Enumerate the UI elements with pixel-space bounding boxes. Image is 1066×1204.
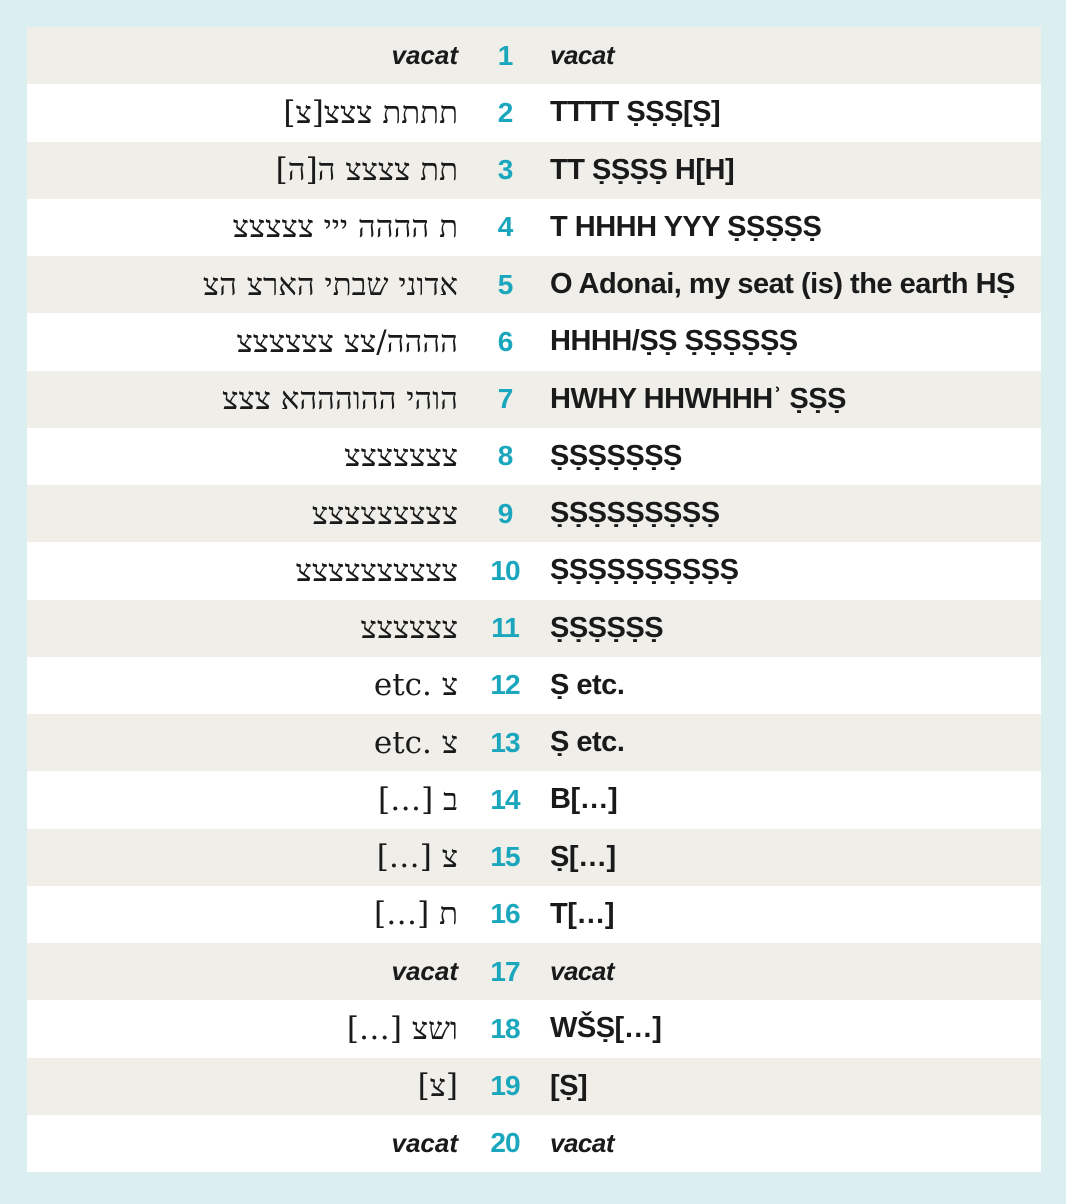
hebrew-text: צצצצצצ [360,610,458,647]
table-row [27,485,1041,542]
table-row [27,313,1041,370]
table-row [27,657,1041,714]
line-number: 12 [490,669,520,701]
line-number: 4 [497,211,513,243]
transcription-table [27,27,1041,1172]
table-row [27,886,1041,943]
hebrew-text: vacat [391,40,458,71]
table-row [27,714,1041,771]
table-row [27,771,1041,828]
line-number: 18 [490,1012,520,1044]
hebrew-text: [צ] [417,1068,458,1105]
transliteration: vacat [550,1127,614,1158]
transliteration: TT ṢṢṢṢ H[H] [550,153,735,186]
line-number: 5 [497,268,513,300]
line-number: 17 [490,955,520,987]
line-number: 14 [490,783,520,815]
transliteration: [Ṣ] [550,1069,588,1102]
table-row [27,27,1041,84]
line-number: 15 [490,841,520,873]
line-number: 2 [497,96,513,128]
table-row [27,371,1041,428]
table-row [27,199,1041,256]
hebrew-text: צצצצצצצצצ [311,495,458,532]
table-row [27,1000,1041,1057]
hebrew-text: […] ב [378,781,458,818]
line-number: 7 [497,383,513,415]
transliteration: T[…] [550,897,615,930]
transliteration: Ṣ etc. [550,726,625,759]
hebrew-text: […] ת [374,896,458,933]
table-row [27,1115,1041,1172]
hebrew-text: צצצצצצצ [344,438,458,475]
hebrew-text: צצצצצצצצצצ [295,552,458,589]
hebrew-text: ת הההה ייי צצצצצ [232,209,458,246]
transliteration: B[…] [550,783,618,816]
hebrew-text: etc. צ [373,724,458,761]
line-number: 1 [497,39,513,71]
hebrew-text: etc. צ [373,667,458,704]
line-number: 13 [490,726,520,758]
hebrew-text: […] צ [376,839,458,876]
table-row [27,1058,1041,1115]
hebrew-text: vacat [391,956,458,987]
table-row [27,84,1041,141]
transliteration: O Adonai, my seat (is) the earth HṢ [550,268,1015,301]
line-number: 10 [490,554,520,586]
line-number: 3 [497,154,513,186]
line-number: 9 [497,497,513,529]
transliteration: T HHHH YYY ṢṢṢṢṢ [550,210,822,243]
line-number: 20 [490,1127,520,1159]
table-row [27,829,1041,886]
transliteration: Ṣ etc. [550,668,625,701]
hebrew-text: הההה/צצ צצצצצצ [236,323,458,360]
transliteration: vacat [550,40,614,71]
hebrew-text: תת צצצצ ה[ה] [275,152,458,189]
hebrew-text: הוהי ההוהההא צצצ [222,381,458,418]
table-row [27,542,1041,599]
hebrew-text: vacat [391,1127,458,1158]
table-row [27,943,1041,1000]
transliteration: ṢṢṢṢṢṢṢ [550,439,682,472]
table-row [27,600,1041,657]
transliteration: ṢṢṢṢṢṢ [550,611,664,644]
table-row [27,256,1041,313]
transliteration: HWHY HHWHHHʾ ṢṢṢ [550,382,846,415]
transliteration: ṢṢṢṢṢṢṢṢṢṢ [550,554,739,587]
transliteration: vacat [550,956,614,987]
line-number: 16 [490,898,520,930]
line-number: 8 [497,440,513,472]
transliteration: WŠṢ[…] [550,1012,662,1045]
table-row [27,428,1041,485]
line-number: 19 [490,1070,520,1102]
table-row [27,142,1041,199]
transliteration: HHHH/ṢṢ ṢṢṢṢṢṢ [550,325,798,358]
transliteration: ṢṢṢṢṢṢṢṢṢ [550,497,720,530]
transliteration: Ṣ[…] [550,840,616,873]
line-number: 6 [497,325,513,357]
hebrew-text: תתתת צצצ[צ] [283,94,458,131]
hebrew-text: אדוני שבתי הארצ הצ [202,266,458,303]
hebrew-text: ושצ […] [346,1010,458,1047]
transliteration: TTTT ṢṢṢ[Ṣ] [550,96,721,129]
line-number: 11 [491,612,519,644]
